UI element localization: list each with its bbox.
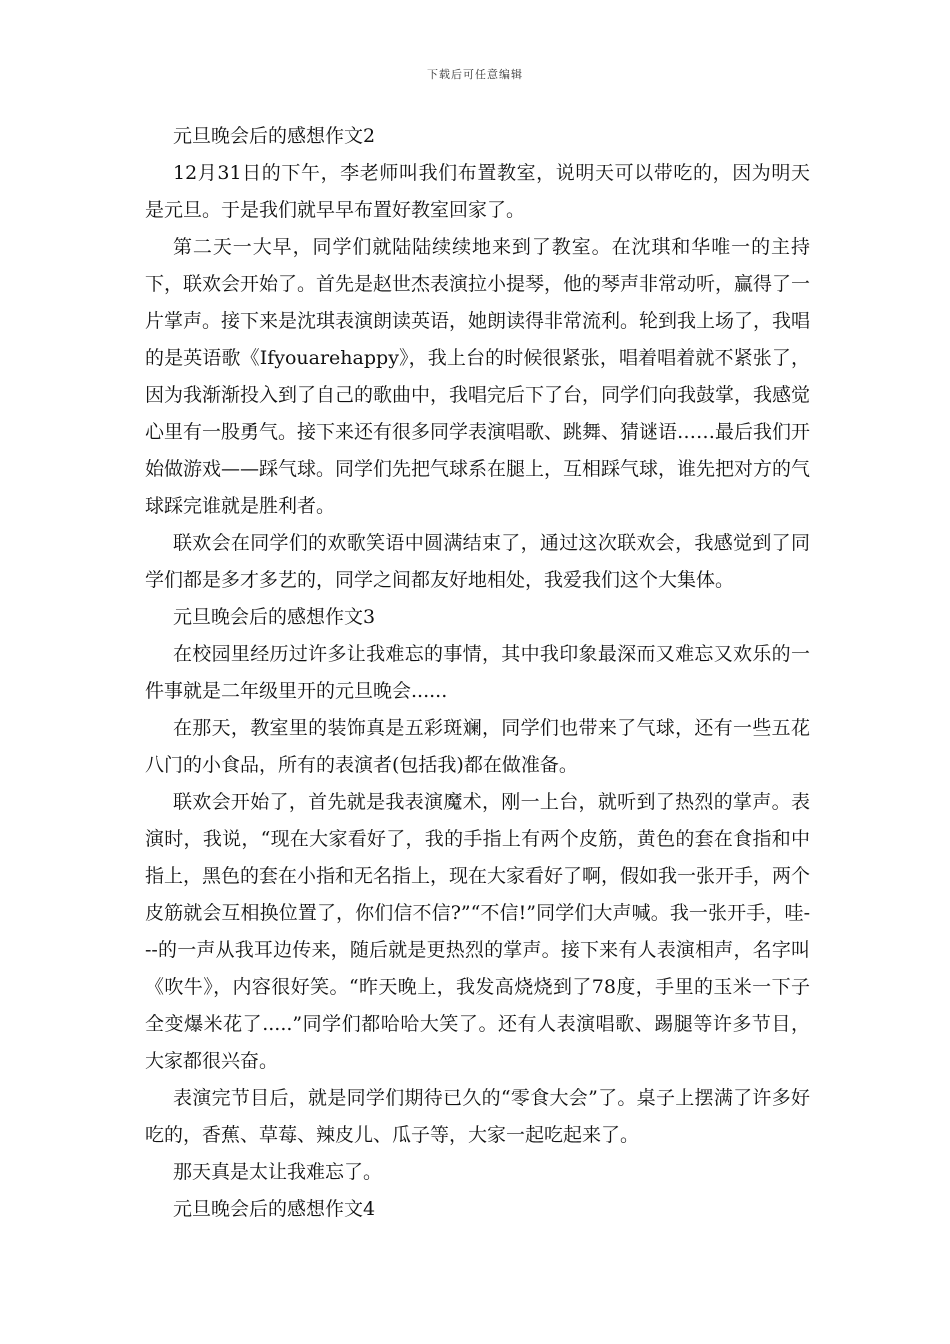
paragraph-4: 在校园里经历过许多让我难忘的事情，其中我印象最深而又难忘又欢乐的一件事就是二年级里开的元旦晚会...... [145,643,810,702]
paragraph-8: 那天真是太让我难忘了。 [173,1161,383,1183]
paragraph-6: 联欢会开始了，首先就是我表演魔术，刚一上台，就听到了热烈的掌声。表演时，我说，“现在大家看好了，我的手指上有两个皮筋，黄色的套在食指和中指上，黑色的套在小指和无名指上，现在大家看好了啊，假如我一张开手，两个皮筋就会互相换位置了，你们信不信?”“不信!”同学们大声喊。我一张开手，哇---的一声从我耳边传来，随后就是更热烈的掌声。接下来有人表演相声，名字叫《吹牛》，内容很好笑。“昨天晚上，我发高烧烧到了78度，手里的玉米一下子全变爆米花了.....”同学们都哈哈大笑了。还有人表演唱歌、踢腿等许多节目，大家都很兴奋。 [145,791,811,1072]
section-heading-3: 元旦晚会后的感想作文3 [173,606,376,628]
section-heading-4: 元旦晚会后的感想作文4 [173,1198,376,1220]
paragraph-3: 联欢会在同学们的欢歌笑语中圆满结束了，通过这次联欢会，我感觉到了同学们都是多才多艺的，同学之间都友好地相处，我爱我们这个大集体。 [145,532,810,591]
paragraph-2: 第二天一大早，同学们就陆陆续续地来到了教室。在沈琪和华唯一的主持下，联欢会开始了。首先是赵世杰表演拉小提琴，他的琴声非常动听，赢得了一片掌声。接下来是沈琪表演朗读英语，她朗读得非常流利。轮到我上场了，我唱的是英语歌《Ifyouarehappy》，我上台的时候很紧张，唱着唱着就不紧张了，因为我渐渐投入到了自己的歌曲中，我唱完后下了台，同学们向我鼓掌，我感觉心里有一股勇气。接下来还有很多同学表演唱歌、跳舞、猜谜语……最后我们开始做游戏——踩气球。同学们先把气球系在腿上，互相踩气球，谁先把对方的气球踩完谁就是胜利者。 [145,236,811,517]
section-heading-2: 元旦晚会后的感想作文2 [173,125,376,147]
paragraph-1: 12月31日的下午，李老师叫我们布置教室，说明天可以带吃的，因为明天是元旦。于是我们就早早布置好教室回家了。 [145,162,810,221]
article-body [145,118,810,1228]
paragraph-5: 在那天，教室里的装饰真是五彩斑斓，同学们也带来了气球，还有一些五花八门的小食品，所有的表演者(包括我)都在做准备。 [145,717,810,776]
paragraph-7: 表演完节目后，就是同学们期待已久的“零食大会”了。桌子上摆满了许多好吃的，香蕉、草莓、辣皮儿、瓜子等，大家一起吃起来了。 [145,1087,810,1146]
page-header-note: 下载后可任意编辑 [427,68,523,81]
